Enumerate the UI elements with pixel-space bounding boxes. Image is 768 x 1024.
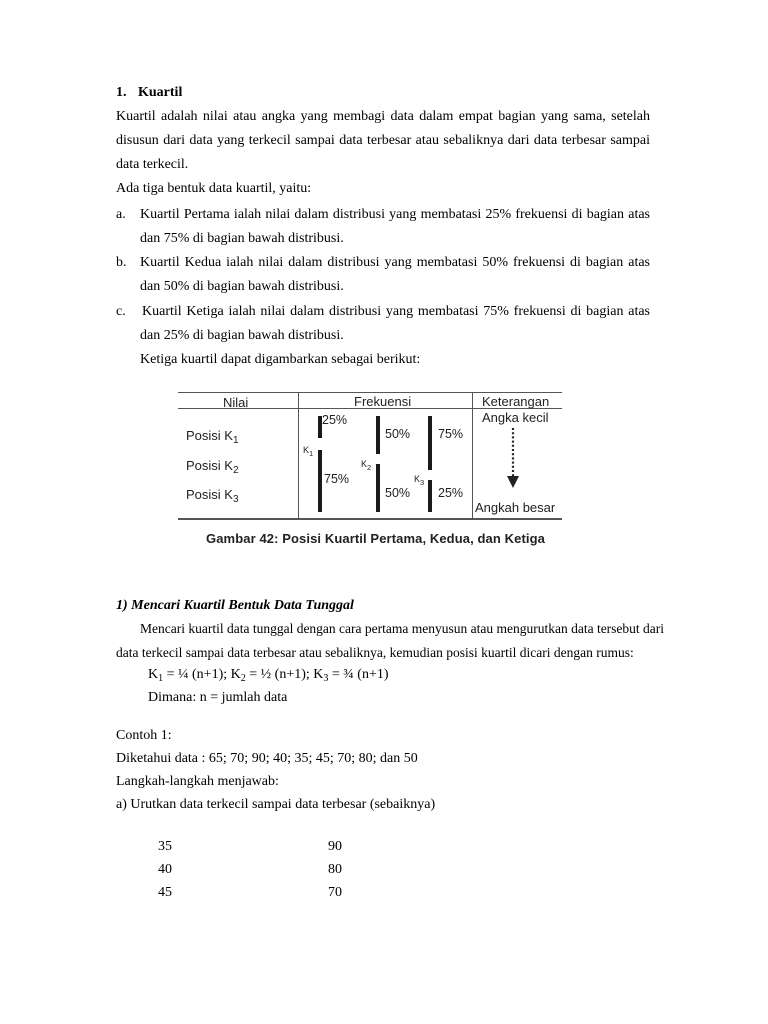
item-b-line-1: Kuartil Kedua ialah nilai dalam distribusi yang membatasi 50% frekuensi di bagian atas (140, 255, 650, 270)
column-divider-1 (298, 392, 299, 518)
ascending-value: 35 (158, 839, 172, 854)
header-keterangan: Keterangan (482, 394, 550, 409)
k2-upper-percent: 50% (385, 427, 411, 441)
k1-lower-percent: 75% (324, 472, 350, 486)
section-title: Kuartil (138, 85, 183, 100)
k3-lower-percent: 25% (438, 486, 464, 500)
quartile-formula: $K_1$ = ¼ (n+1); $K_2$ = ½ (n+1); $K_3$ = ¾ (n+1) (148, 667, 389, 684)
k2-mark: $K_2$ (361, 459, 372, 472)
top-rule (178, 392, 562, 393)
descending-value: 90 (328, 839, 342, 854)
row-label-k1-sub: 1 (232, 435, 239, 446)
k2-lower-percent: 50% (385, 486, 411, 500)
descending-value: 80 (328, 862, 342, 877)
example-title: Contoh 1: (116, 728, 172, 743)
k3-lower-bar (428, 480, 432, 512)
item-c-marker: c. (116, 304, 126, 319)
label-angka-besar: Angkah besar (475, 500, 556, 515)
subsection-line-2: data terkecil sampai data terbesar atau sebaliknya, kemudian posisi kuartil dicari dengan rumus: (116, 645, 634, 660)
example-given: Diketahui data : 65; 70; 90; 40; 35; 45; 70; 80; dan 50 (116, 751, 418, 766)
k3-upper-percent: 75% (438, 427, 464, 441)
row-label-k1 (186, 428, 239, 446)
k2-lower-bar (376, 464, 380, 512)
ascending-value: 45 (158, 885, 172, 900)
k1-lower-bar (318, 450, 322, 512)
figure-caption: Gambar 42: Posisi Kuartil Pertama, Kedua, dan Ketiga (206, 531, 545, 546)
row-label-k3-sub: 3 (232, 494, 239, 505)
formula-where: Dimana: n = jumlah data (148, 690, 288, 705)
paragraph-line-3: data terkecil. (116, 157, 189, 172)
row-label-k2-prefix: Posisi K (186, 458, 233, 473)
column-divider-2 (472, 392, 473, 518)
paragraph-line-2: disusun dari data yang terkecil sampai data terbesar atau sebaliknya dari data terbesar sampai (116, 133, 650, 148)
row-label-k2 (186, 458, 239, 476)
quartile-figure (178, 392, 562, 520)
dotted-arrow-icon (507, 428, 519, 490)
k1-mark: $K_1$ (303, 445, 314, 458)
section-number: 1. (116, 85, 127, 100)
subsection-title: 1) Mencari Kuartil Bentuk Data Tunggal (116, 598, 354, 613)
k3-mark: $K_3$ (414, 474, 425, 487)
header-nilai: Nilai (223, 395, 249, 410)
item-b-marker: b. (116, 255, 127, 270)
item-a-line-2: dan 75% di bagian bawah distribusi. (140, 231, 344, 246)
label-angka-kecil: Angka kecil (482, 410, 549, 425)
figure-intro: Ketiga kuartil dapat digambarkan sebagai berikut: (140, 352, 421, 367)
descending-value: 70 (328, 885, 342, 900)
item-a-marker: a. (116, 207, 126, 222)
item-a-line-1: Kuartil Pertama ialah nilai dalam distribusi yang membatasi 25% frekuensi di bagian atas (140, 207, 650, 222)
k1-upper-percent: 25% (322, 413, 348, 427)
paragraph-line-1: Kuartil adalah nilai atau angka yang membagi data dalam empat bagian yang sama, setelah (116, 109, 650, 124)
item-c-line-2: dan 25% di bagian bawah distribusi. (140, 328, 344, 343)
subsection-line-1: Mencari kuartil data tunggal dengan cara pertama menyusun atau mengurutkan data tersebut dari (140, 621, 665, 636)
row-label-k3 (186, 487, 239, 505)
ascending-value: 40 (158, 862, 172, 877)
header-frekuensi: Frekuensi (354, 394, 412, 409)
item-b-line-2: dan 50% di bagian bawah distribusi. (140, 279, 344, 294)
k2-upper-bar (376, 416, 380, 454)
row-label-k1-prefix: Posisi K (186, 428, 233, 443)
row-label-k2-sub: 2 (232, 465, 239, 476)
row-label-k3-prefix: Posisi K (186, 487, 233, 502)
bottom-rule (178, 518, 562, 520)
example-steps-label: Langkah-langkah menjawab: (116, 774, 279, 789)
item-c-line-1: Kuartil Ketiga ialah nilai dalam distribusi yang membatasi 75% frekuensi di bagian atas (142, 304, 650, 319)
k3-upper-bar (428, 416, 432, 470)
intro-text: Ada tiga bentuk data kuartil, yaitu: (116, 181, 312, 196)
example-step-a: a) Urutkan data terkecil sampai data terbesar (sebaiknya) (116, 797, 436, 812)
